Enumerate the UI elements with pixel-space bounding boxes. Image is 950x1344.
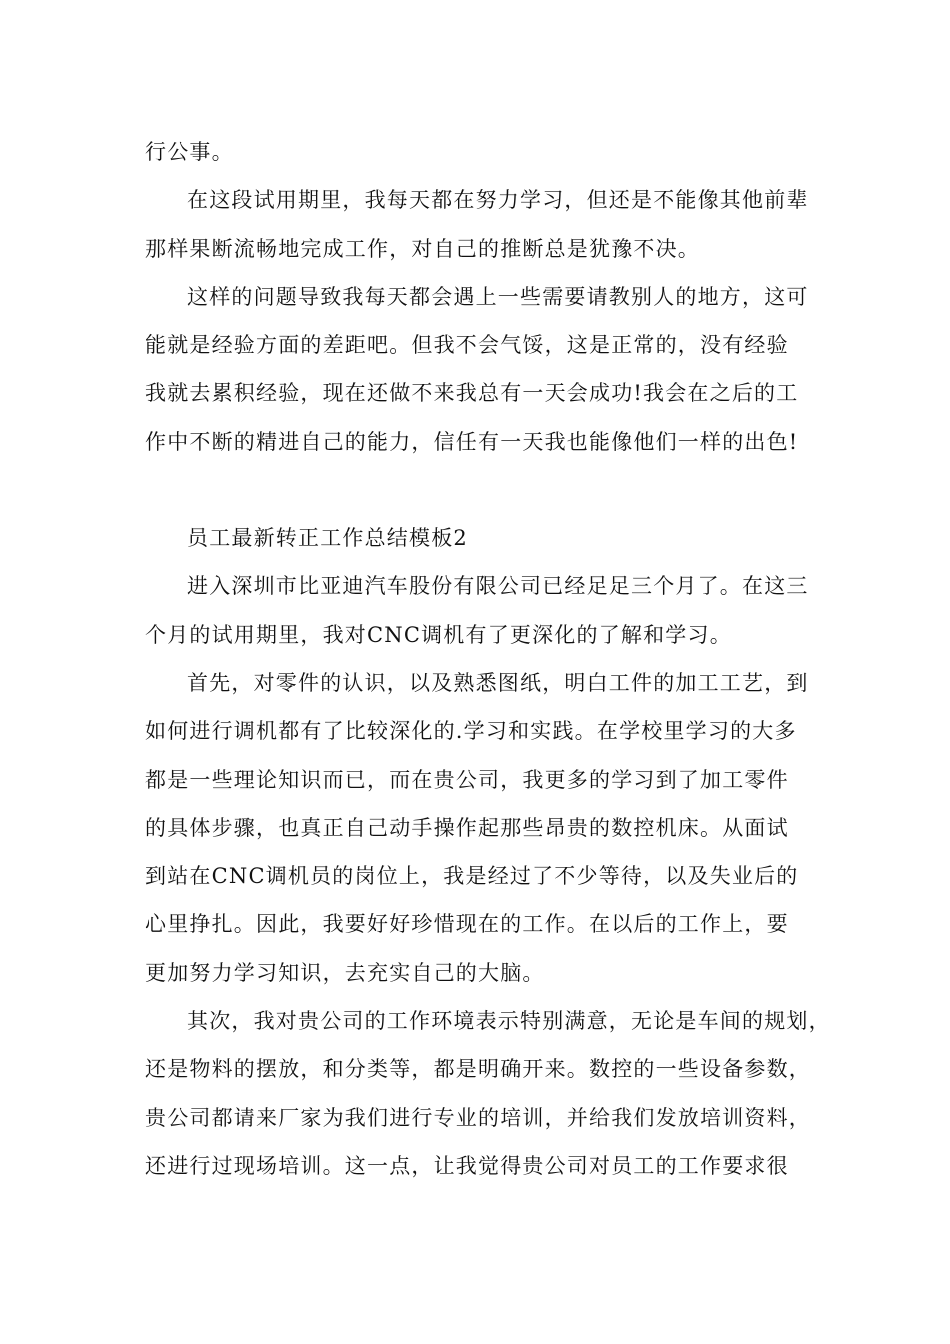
text-line: 能就是经验方面的差距吧。但我不会气馁，这是正常的，没有经验 xyxy=(145,333,789,358)
text-line: 更加努力学习知识，去充实自己的大脑。 xyxy=(145,960,545,985)
text-line: 首先，对零件的认识，以及熟悉图纸，明白工件的加工工艺，到 xyxy=(187,670,809,695)
text-line: 贵公司都请来厂家为我们进行专业的培训，并给我们发放培训资料， xyxy=(145,1105,811,1130)
continuation-paragraph xyxy=(145,128,810,176)
text-line: 那样果断流畅地完成工作，对自己的推断总是犹豫不决。 xyxy=(145,236,700,261)
text-line: 作中不断的精进自己的能力，信任有一天我也能像他们一样的出色! xyxy=(145,429,799,454)
text-line: 心里挣扎。因此，我要好好珍惜现在的工作。在以后的工作上，要 xyxy=(145,912,789,937)
paragraph-work-environment xyxy=(145,997,831,1190)
section-title xyxy=(145,514,810,562)
section-title-text: 员工最新转正工作总结模板2 xyxy=(187,526,468,551)
text-line: 的具体步骤，也真正自己动手操作起那些昂贵的数控机床。从面试 xyxy=(145,815,789,840)
text-line: 还是物料的摆放，和分类等，都是明确开来。数控的一些设备参数， xyxy=(145,1057,811,1082)
paragraph-experience-gap xyxy=(145,273,810,466)
text-line: 还进行过现场培训。这一点，让我觉得贵公司对员工的工作要求很 xyxy=(145,1153,789,1178)
text-line: 这样的问题导致我每天都会遇上一些需要请教别人的地方，这可 xyxy=(187,284,809,309)
text-line: 进入深圳市比亚迪汽车股份有限公司已经足足三个月了。在这三 xyxy=(187,574,809,599)
text-line: 个月的试用期里，我对CNC调机有了更深化的了解和学习。 xyxy=(145,622,732,647)
document-body xyxy=(145,128,831,1190)
text-line: 如何进行调机都有了比较深化的.学习和实践。在学校里学习的大多 xyxy=(145,719,797,744)
text-line: 其次，我对贵公司的工作环境表示特别满意，无论是车间的规划， xyxy=(187,1009,831,1034)
paragraph-first-learning xyxy=(145,659,810,997)
text-line: 在这段试用期里，我每天都在努力学习，但还是不能像其他前辈 xyxy=(187,188,809,213)
text-line: 行公事。 xyxy=(145,140,234,164)
paragraph-company-intro xyxy=(145,562,810,659)
section-spacer xyxy=(145,466,810,514)
text-line: 我就去累积经验，现在还做不来我总有一天会成功!我会在之后的工 xyxy=(145,381,799,406)
paragraph-trial-period-learning xyxy=(145,176,810,273)
text-line: 到站在CNC调机员的岗位上，我是经过了不少等待，以及失业后的 xyxy=(145,864,799,889)
text-line: 都是一些理论知识而已，而在贵公司，我更多的学习到了加工零件 xyxy=(145,767,789,792)
